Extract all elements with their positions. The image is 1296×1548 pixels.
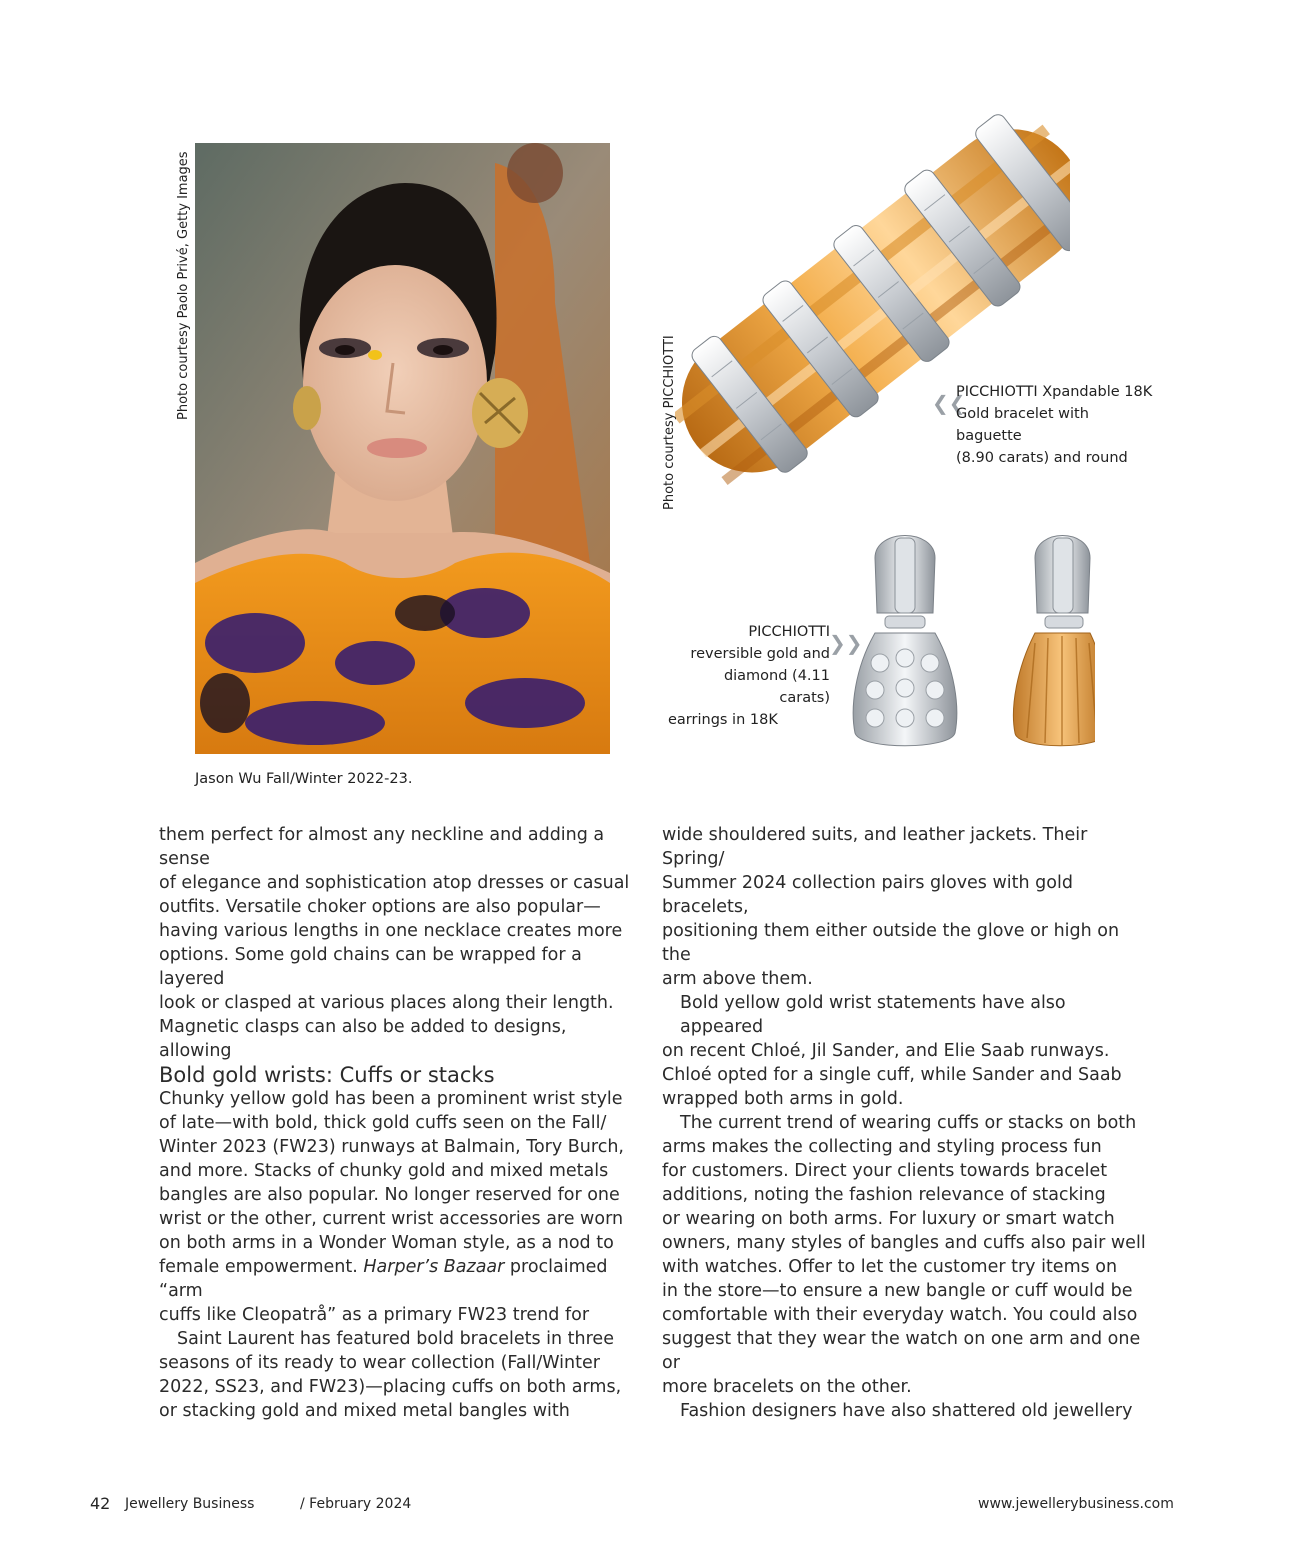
- body-line: of late—with bold, thick gold cuffs seen on the Fall/: [159, 1113, 607, 1133]
- left-column: [159, 823, 654, 1423]
- issue-date: / February 2024: [300, 1496, 412, 1512]
- body-line-indented: Bold yellow gold wrist statements have also: [680, 993, 1066, 1013]
- section-heading: Bold gold wrists: Cuffs or stacks: [159, 1063, 495, 1087]
- body-line: seasons of its ready to wear collection (Fall/Winter: [159, 1353, 600, 1373]
- bracelet-caption: [956, 381, 1196, 469]
- body-line: or stacking gold and mixed metal bangles with: [159, 1401, 570, 1421]
- body-line: for customers. Direct your clients towards bracelet: [662, 1161, 1108, 1181]
- publication-title: Harper’s Bazaar: [363, 1257, 505, 1277]
- body-line: allowing: [159, 1041, 232, 1061]
- body-line: look or clasped at various places along their length.: [159, 993, 614, 1013]
- body-line: outfits. Versatile choker options are also popular—: [159, 897, 601, 917]
- body-line: and more. Stacks of chunky gold and mixed metals: [159, 1161, 609, 1181]
- model-photo-credit: Photo courtesy Paolo Privé, Getty Images: [176, 151, 191, 420]
- body-line: Summer 2024 collection pairs gloves with gold: [662, 873, 1073, 893]
- earrings-caption-last-line: earrings in 18K: [668, 712, 778, 728]
- earrings-photo: [845, 518, 1095, 783]
- body-line: the: [662, 945, 691, 965]
- chevron-right-icon: ❯❯: [829, 631, 863, 655]
- body-line-indented: Saint Laurent has featured bold bracelets in three: [177, 1329, 614, 1349]
- body-line: on both arms in a Wonder Woman style, as a nod to: [159, 1233, 614, 1253]
- body-line: Chloé opted for a single cuff, while Sander and Saab: [662, 1065, 1122, 1085]
- body-line: more bracelets on the other.: [662, 1377, 912, 1397]
- bracelet-photo-credit: Photo courtesy PICCHIOTTI: [662, 335, 677, 510]
- body-line-indented: Fashion designers have also shattered old jewellery: [680, 1401, 1133, 1421]
- body-line: arm above them.: [662, 969, 813, 989]
- model-photo-caption: Jason Wu Fall/Winter 2022-23.: [195, 771, 413, 787]
- body-line: cuffs like Cleopatrå” as a primary FW23 trend for: [159, 1305, 590, 1325]
- body-line: Winter 2023 (FW23) runways at Balmain, Tory Burch,: [159, 1137, 624, 1157]
- body-line-harpers: [159, 1255, 654, 1279]
- body-text: female empowerment.: [159, 1257, 364, 1277]
- earrings-caption-line: carats): [779, 690, 830, 706]
- body-line: bracelets,: [662, 897, 749, 917]
- earrings-caption-line: reversible gold and: [690, 646, 830, 662]
- body-line: Chunky yellow gold has been a prominent wrist style: [159, 1089, 623, 1109]
- body-line: sense: [159, 849, 210, 869]
- body-line: owners, many styles of bangles and cuffs also pair well: [662, 1233, 1146, 1253]
- body-line: wrapped both arms in gold.: [662, 1089, 904, 1109]
- body-line: or: [662, 1353, 680, 1373]
- body-line: Spring/: [662, 849, 725, 869]
- bracelet-caption-line: baguette: [956, 428, 1022, 444]
- body-line: wrist or the other, current wrist accessories are worn: [159, 1209, 624, 1229]
- bracelet-caption-line: Gold bracelet with: [956, 406, 1089, 422]
- body-line: bangles are also popular. No longer reserved for one: [159, 1185, 620, 1205]
- model-photo-illustration: [195, 143, 610, 754]
- bracelet-caption-line: PICCHIOTTI Xpandable 18K: [956, 384, 1153, 400]
- body-line: in the store—to ensure a new bangle or cuff would be: [662, 1281, 1133, 1301]
- publication-name: Jewellery Business: [125, 1496, 255, 1512]
- body-line-indented: appeared: [680, 1017, 764, 1037]
- body-line: layered: [159, 969, 225, 989]
- earrings-caption-line: PICCHIOTTI: [748, 624, 830, 640]
- body-line: arms makes the collecting and styling process fun: [662, 1137, 1102, 1157]
- body-line: comfortable with their everyday watch. You could also: [662, 1305, 1138, 1325]
- body-line: additions, noting the fashion relevance of stacking: [662, 1185, 1106, 1205]
- body-line: wide shouldered suits, and leather jackets. Their: [662, 825, 1088, 845]
- website-link[interactable]: www.jewellerybusiness.com: [978, 1496, 1174, 1512]
- bracelet-caption-line: (8.90 carats) and round: [956, 450, 1128, 466]
- page-number: 42: [90, 1494, 111, 1513]
- earrings-illustration: [845, 518, 1095, 783]
- body-text: proclaimed: [504, 1257, 608, 1277]
- earrings-caption-line: diamond (4.11: [723, 668, 830, 684]
- body-line: or wearing on both arms. For luxury or smart watch: [662, 1209, 1115, 1229]
- body-line: of elegance and sophistication atop dresses or casual: [159, 873, 630, 893]
- body-line: on recent Chloé, Jil Sander, and Elie Saab runways.: [662, 1041, 1110, 1061]
- body-line: 2022, SS23, and FW23)—placing cuffs on both arms,: [159, 1377, 622, 1397]
- earrings-caption: [640, 621, 830, 709]
- body-line: suggest that they wear the watch on one arm and one: [662, 1329, 1141, 1349]
- body-line: having various lengths in one necklace creates more: [159, 921, 623, 941]
- body-line: “arm: [159, 1281, 203, 1301]
- body-line-indented: The current trend of wearing cuffs or stacks on both: [680, 1113, 1137, 1133]
- right-column: [662, 823, 1182, 1423]
- body-line: with watches. Offer to let the customer try items on: [662, 1257, 1118, 1277]
- model-photo: [195, 143, 610, 754]
- chevron-left-icon: ❮❮: [932, 391, 966, 415]
- body-line: Magnetic clasps can also be added to designs,: [159, 1017, 567, 1037]
- body-line: them perfect for almost any neckline and adding a: [159, 825, 605, 845]
- body-line: options. Some gold chains can be wrapped for a: [159, 945, 582, 965]
- body-line: positioning them either outside the glove or high on: [662, 921, 1120, 941]
